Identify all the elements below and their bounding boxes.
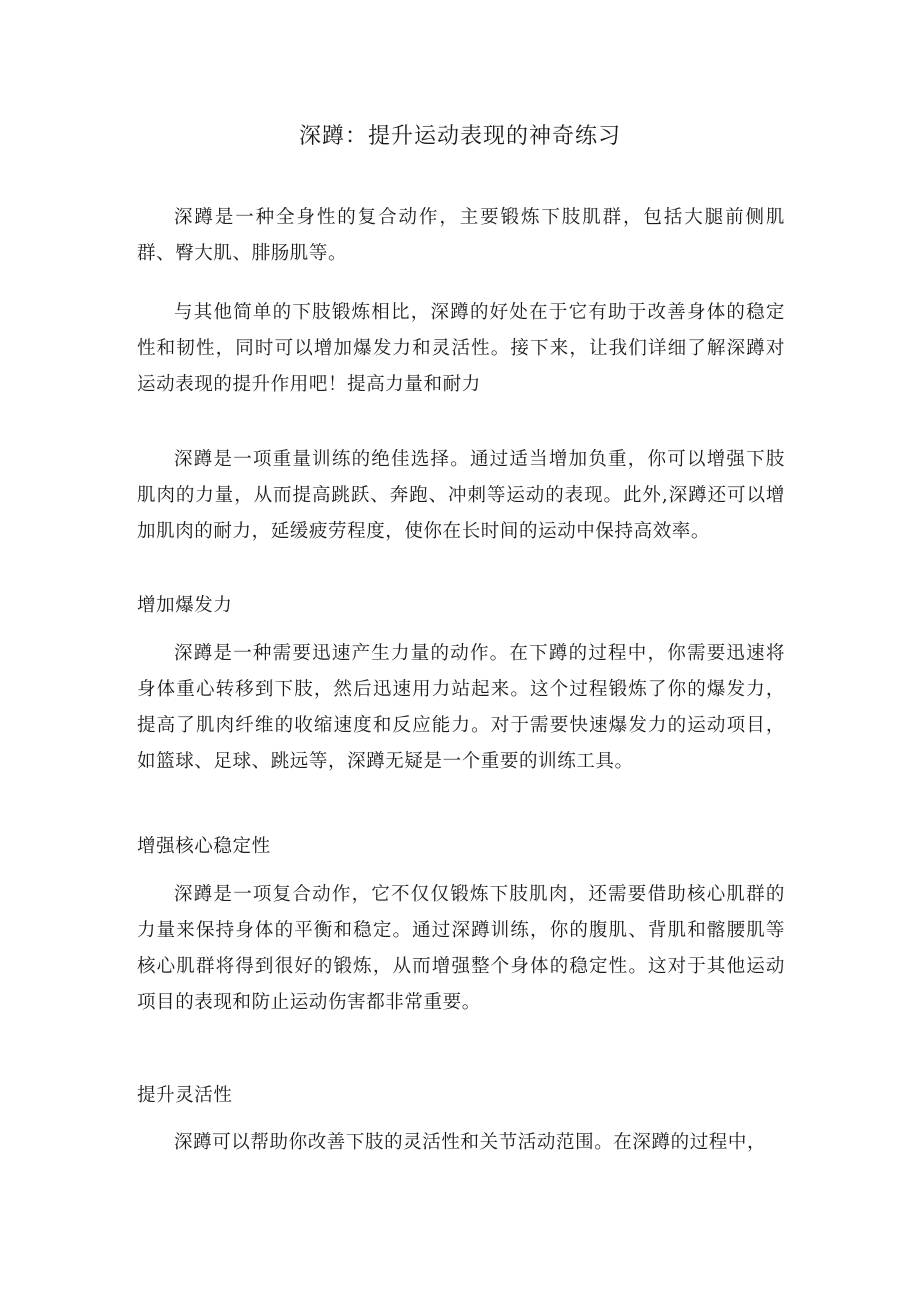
paragraph-flexibility: 深蹲可以帮助你改善下肢的灵活性和关节活动范围。在深蹲的过程中， [174, 1132, 767, 1153]
heading-explosive-power: 增加爆发力 [137, 595, 233, 616]
paragraph-benefits: 与其他简单的下肢锻炼相比，深蹲的好处在于它有助于改善身体的稳定性和韧性，同时可以增加爆发力和灵活性。接下来，让我们详细了解深蹲对运动表现的提升作用吧！提高力量和耐力 [137, 302, 785, 395]
heading-flexibility: 提升灵活性 [137, 1085, 233, 1106]
heading-core-stability: 增强核心稳定性 [137, 836, 271, 857]
document-title: 深蹲：提升运动表现的神奇练习 [298, 124, 621, 149]
paragraph-core-stability: 深蹲是一项复合动作，它不仅仅锻炼下肢肌肉，还需要借助核心肌群的力量来保持身体的平衡和稳定。通过深蹲训练，你的腹肌、背肌和髂腰肌等核心肌群将得到很好的锻炼，从而增强整个身体的稳定性。这对于其他运动项目的表现和防止运动伤害都非常重要。 [137, 884, 785, 1013]
paragraph-strength-endurance: 深蹲是一项重量训练的绝佳选择。通过适当增加负重，你可以增强下肢肌肉的力量，从而提高跳跃、奔跑、冲刺等运动的表现。此外,深蹲还可以增加肌肉的耐力，延缓疲劳程度，使你在长时间的运动中保持高效率。 [137, 449, 785, 542]
paragraph-explosive-power: 深蹲是一种需要迅速产生力量的动作。在下蹲的过程中，你需要迅速将身体重心转移到下肢，然后迅速用力站起来。这个过程锻炼了你的爆发力，提高了肌肉纤维的收缩速度和反应能力。对于需要快速爆发力的运动项目，如篮球、足球、跳远等，深蹲无疑是一个重要的训练工具。 [137, 643, 785, 772]
paragraph-intro: 深蹲是一种全身性的复合动作，主要锻炼下肢肌群，包括大腿前侧肌群、臀大肌、腓肠肌等。 [137, 207, 785, 264]
